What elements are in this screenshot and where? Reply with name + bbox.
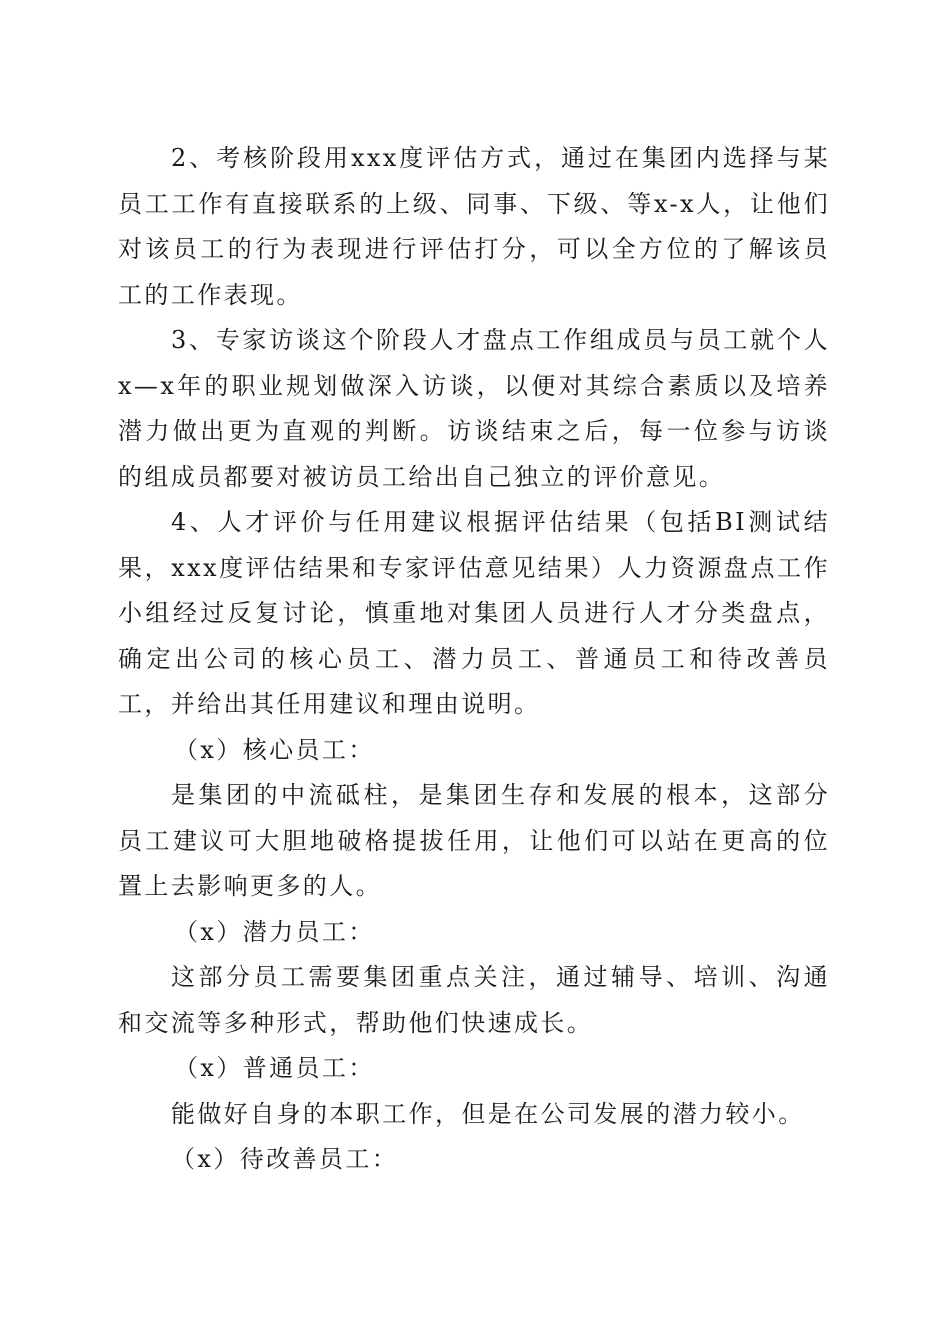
heading-potential-employees: （x）潜力员工：	[174, 917, 375, 946]
paragraph-expert-interview: 3、专家访谈这个阶段人才盘点工作组成员与员工就个人x—x年的职业规划做深入访谈，以便对其综合素质以及培养潜力做出更为直观的判断。访谈结束之后，每一位参与访谈的组成员都要对被访员工给出自己独立的评价意见。	[118, 326, 830, 491]
heading-ordinary-employees: （x）普通员工：	[174, 1054, 375, 1082]
paragraph-assessment: 2、考核阶段用xxx度评估方式，通过在集团内选择与某员工工作有直接联系的上级、同事、下级、等x-x人，让他们对该员工的行为表现进行评估打分，可以全方位的了解该员工的工作表现。	[118, 144, 830, 309]
heading-improvement-employees: （x）待改善员工：	[171, 1145, 399, 1173]
heading-core-employees: （x）核心员工：	[174, 735, 375, 764]
document-body	[118, 136, 830, 1183]
paragraph-potential-employees: 这部分员工需要集团重点关注，通过辅导、培训、沟通和交流等多种形式，帮助他们快速成长。	[118, 963, 830, 1037]
paragraph-talent-evaluation: 4、人才评价与任用建议根据评估结果（包括BI测试结果，xxx度评估结果和专家评估意见结果）人力资源盘点工作小组经过反复讨论，慎重地对集团人员进行人才分类盘点，确定出公司的核心员工、潜力员工、普通员工和待改善员工，并给出其任用建议和理由说明。	[118, 508, 830, 718]
paragraph-ordinary-employees: 能做好自身的本职工作，但是在公司发展的潜力较小。	[171, 1099, 805, 1128]
paragraph-core-employees: 是集团的中流砥柱，是集团生存和发展的根本，这部分员工建议可大胆地破格提拔任用，让他们可以站在更高的位置上去影响更多的人。	[118, 781, 830, 900]
